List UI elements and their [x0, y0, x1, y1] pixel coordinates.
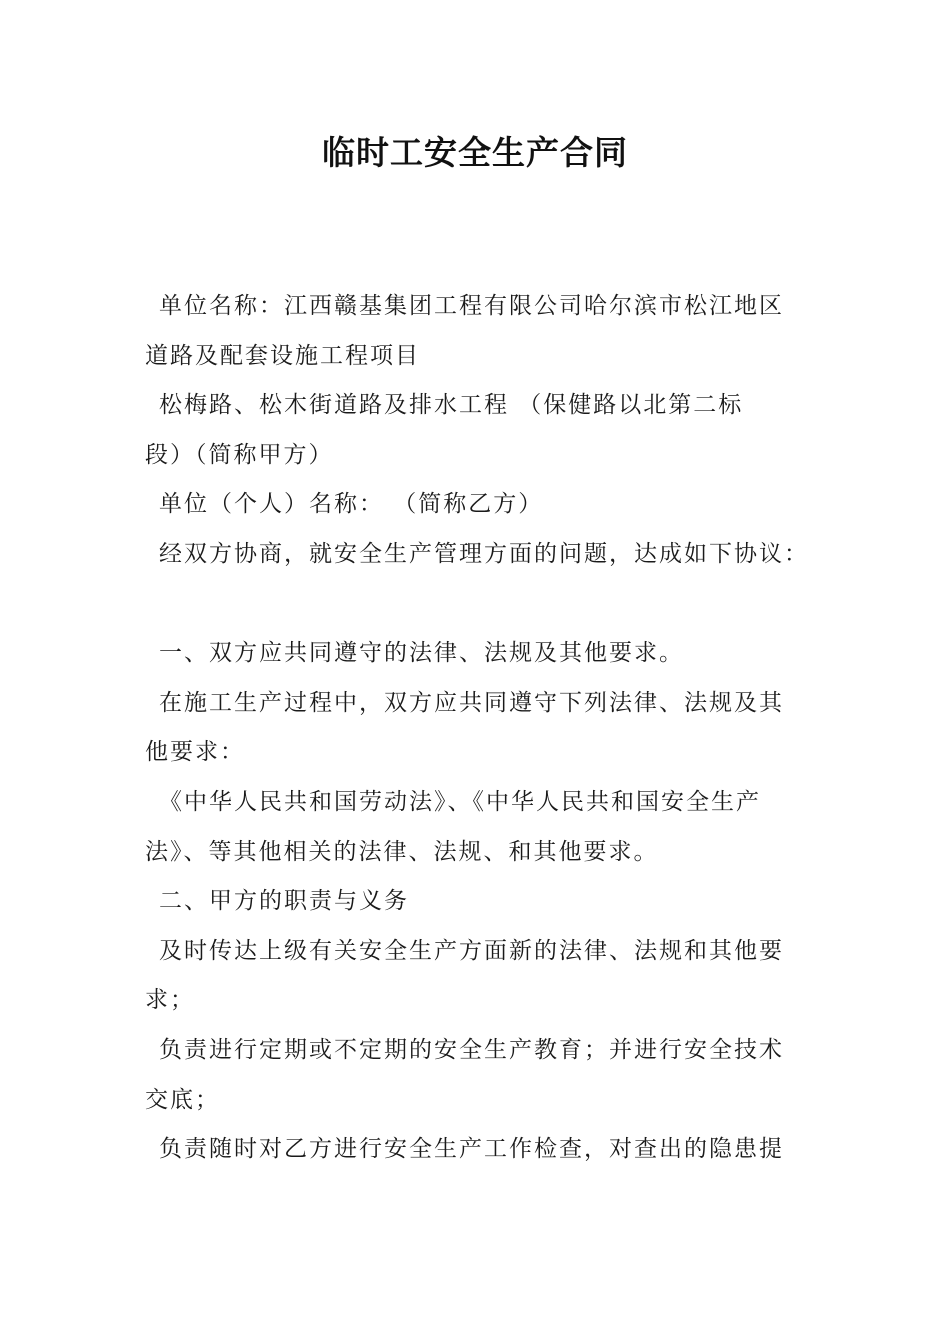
text-line: 一、双方应共同遵守的法律、法规及其他要求。	[159, 640, 684, 667]
text-line: 《中华人民共和国劳动法》、《中华人民共和国安全生产	[159, 788, 761, 815]
text-line: 及时传达上级有关安全生产方面新的法律、法规和其他要	[159, 937, 784, 964]
text-line: 道路及配套设施工程项目	[145, 342, 420, 369]
text-line: 二、甲方的职责与义务	[159, 888, 409, 915]
text-line: 段）（简称甲方）	[145, 441, 334, 468]
text-line: 松梅路、松木街道路及排水工程 （保健路以北第二标	[159, 392, 744, 419]
document-title: 临时工安全生产合同	[322, 133, 628, 172]
text-line: 他要求：	[145, 739, 245, 766]
text-line: 负责随时对乙方进行安全生产工作检查，对查出的隐患提	[159, 1136, 784, 1163]
text-line: 负责进行定期或不定期的安全生产教育；并进行安全技术	[159, 1036, 784, 1063]
text-line: 交底；	[145, 1086, 220, 1113]
text-line: 单位（个人）名称： （简称乙方）	[159, 491, 544, 518]
paragraph-gap	[145, 580, 810, 630]
document-body	[145, 282, 810, 1175]
text-line: 法》、等其他相关的法律、法规、和其他要求。	[145, 838, 659, 865]
text-line: 单位名称：江西赣基集团工程有限公司哈尔滨市松江地区	[159, 293, 784, 319]
text-line: 经双方协商，就安全生产管理方面的问题，达成如下协议：	[159, 540, 809, 567]
text-line: 求；	[145, 987, 195, 1014]
text-line: 在施工生产过程中，双方应共同遵守下列法律、法规及其	[159, 689, 784, 716]
